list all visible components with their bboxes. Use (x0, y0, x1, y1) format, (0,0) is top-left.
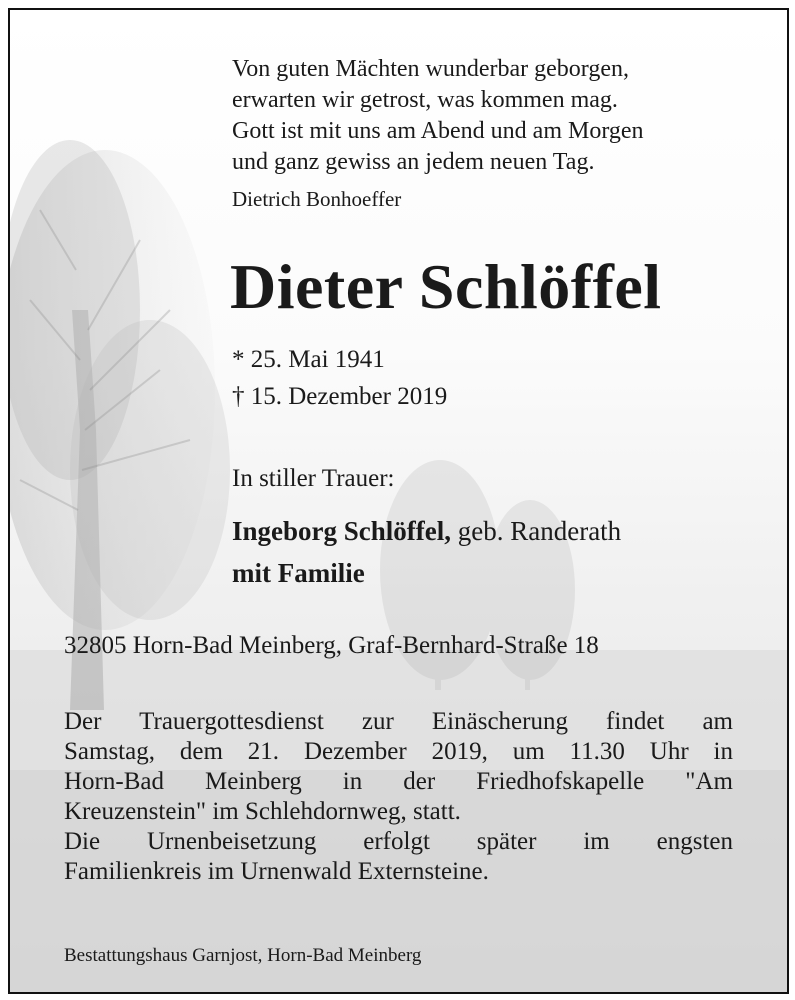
service-line: Samstag, dem 21. Dezember 2019, um 11.30 Uhr in (64, 738, 733, 765)
obituary-frame (8, 8, 789, 994)
poem-line: Gott ist mit uns am Abend und am Morgen (232, 118, 644, 144)
life-dates (232, 341, 447, 415)
service-line: Der Trauergottesdienst zur Einäscherung findet am (64, 708, 733, 735)
obituary-content (10, 10, 787, 992)
mourning-label: In stiller Trauer: (232, 465, 395, 492)
poem-line: und ganz gewiss an jedem neuen Tag. (232, 149, 595, 175)
death-date: † 15. Dezember 2019 (232, 383, 448, 410)
address: 32805 Horn-Bad Meinberg, Graf-Bernhard-Straße 18 (64, 632, 599, 659)
service-info (64, 707, 733, 887)
poem-line: erwarten wir getrost, was kommen mag. (232, 87, 618, 113)
mourners (232, 510, 621, 594)
poem-author: Dietrich Bonhoeffer (232, 187, 402, 211)
family-line: mit Familie (232, 558, 365, 588)
birth-date: * 25. Mai 1941 (232, 346, 385, 373)
service-line: Familienkreis im Urnenwald Externsteine. (64, 858, 489, 885)
primary-mourner-name: Ingeborg Schlöffel, (232, 516, 451, 546)
primary-mourner-suffix: geb. Randerath (457, 516, 622, 546)
poem-line: Von guten Mächten wunderbar geborgen, (232, 56, 630, 82)
service-line: Kreuzenstein" im Schlehdornweg, statt. (64, 798, 461, 825)
deceased-name: Dieter Schlöffel (230, 251, 662, 322)
service-line: Die Urnenbeisetzung erfolgt später im engsten (64, 828, 733, 855)
service-line: Horn-Bad Meinberg in der Friedhofskapelle "Am (64, 768, 733, 795)
undertaker: Bestattungshaus Garnjost, Horn-Bad Meinberg (64, 945, 422, 966)
primary-mourner (232, 510, 621, 552)
poem (232, 54, 644, 178)
